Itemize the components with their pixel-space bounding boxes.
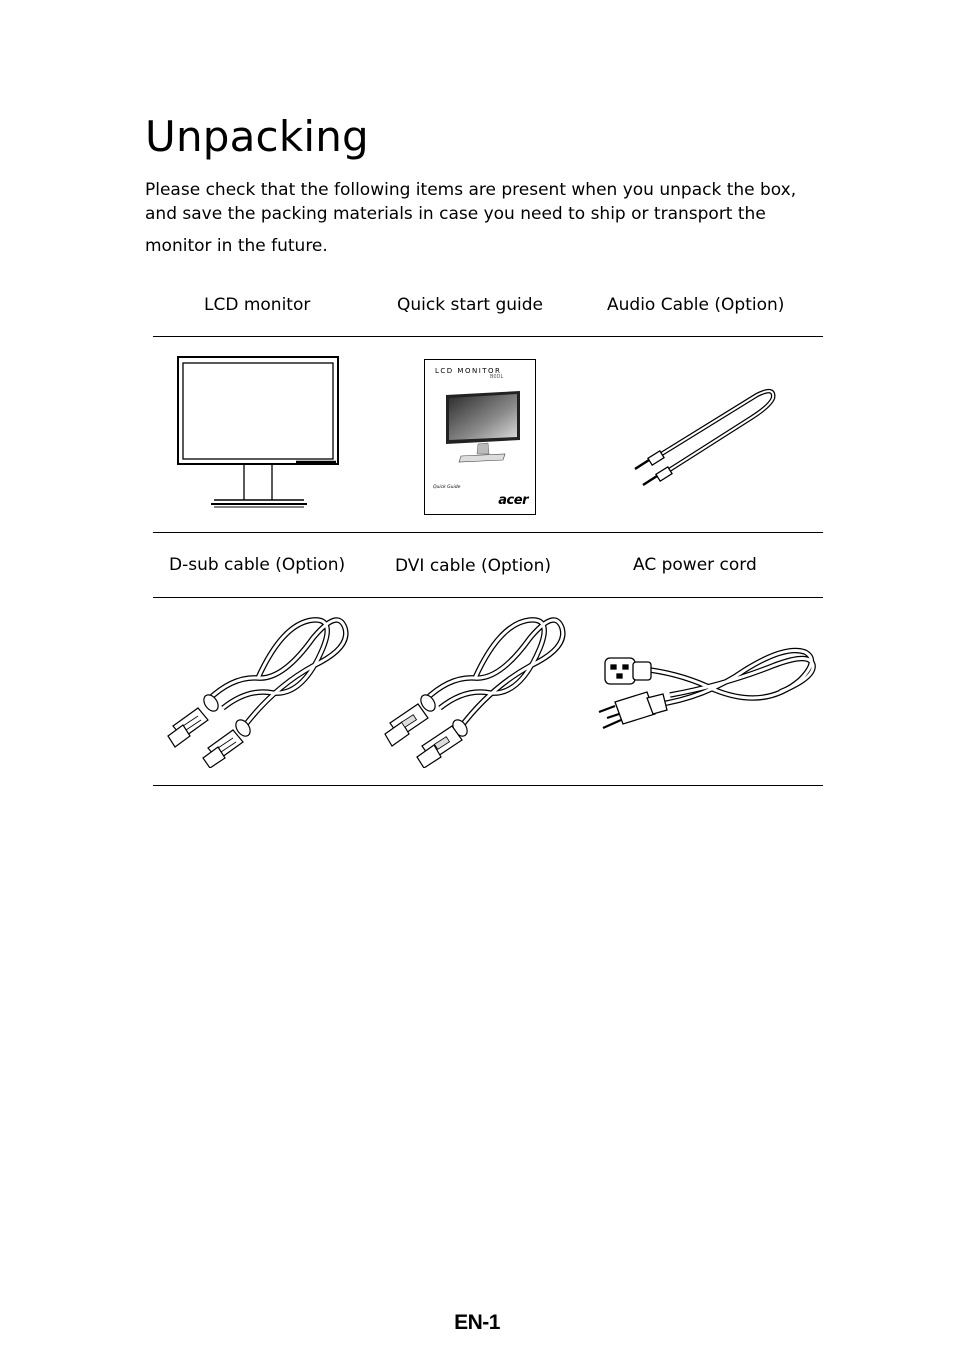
intro-paragraph [145,178,825,258]
intro-line-2: and save the packing materials in case you need to ship or transport the [145,204,766,224]
dsub-cable-illustration [163,608,358,768]
intro-line-3: monitor in the future. [145,236,328,256]
item-label-dsub-cable: D-sub cable (Option) [169,555,346,575]
item-label-quick-start-guide: Quick start guide [397,295,544,315]
guide-cover-model: B0DL [490,374,504,380]
page-title: Unpacking [145,112,369,161]
table-divider [153,597,823,598]
intro-line-1: Please check that the following items are present when you unpack the box, [145,180,797,200]
page-number: EN-1 [454,1311,500,1334]
item-label-lcd-monitor: LCD monitor [204,295,311,315]
item-label-dvi-cable: DVI cable (Option) [395,556,551,576]
quick-start-guide-illustration [424,359,536,515]
guide-cover-heading: LCD MONITOR [435,367,502,375]
ac-power-cord-illustration [595,640,820,740]
audio-cable-illustration [625,380,785,490]
item-label-audio-cable: Audio Cable (Option) [607,295,785,315]
lcd-monitor-illustration [170,352,350,514]
table-divider [153,785,823,786]
dvi-cable-illustration [380,608,575,768]
acer-logo: acer [498,493,528,508]
table-divider [153,532,823,533]
guide-cover-caption: Quick Guide [433,485,461,490]
table-divider [153,336,823,337]
item-label-ac-power-cord: AC power cord [633,555,757,575]
guide-cover-monitor-icon [443,390,523,470]
